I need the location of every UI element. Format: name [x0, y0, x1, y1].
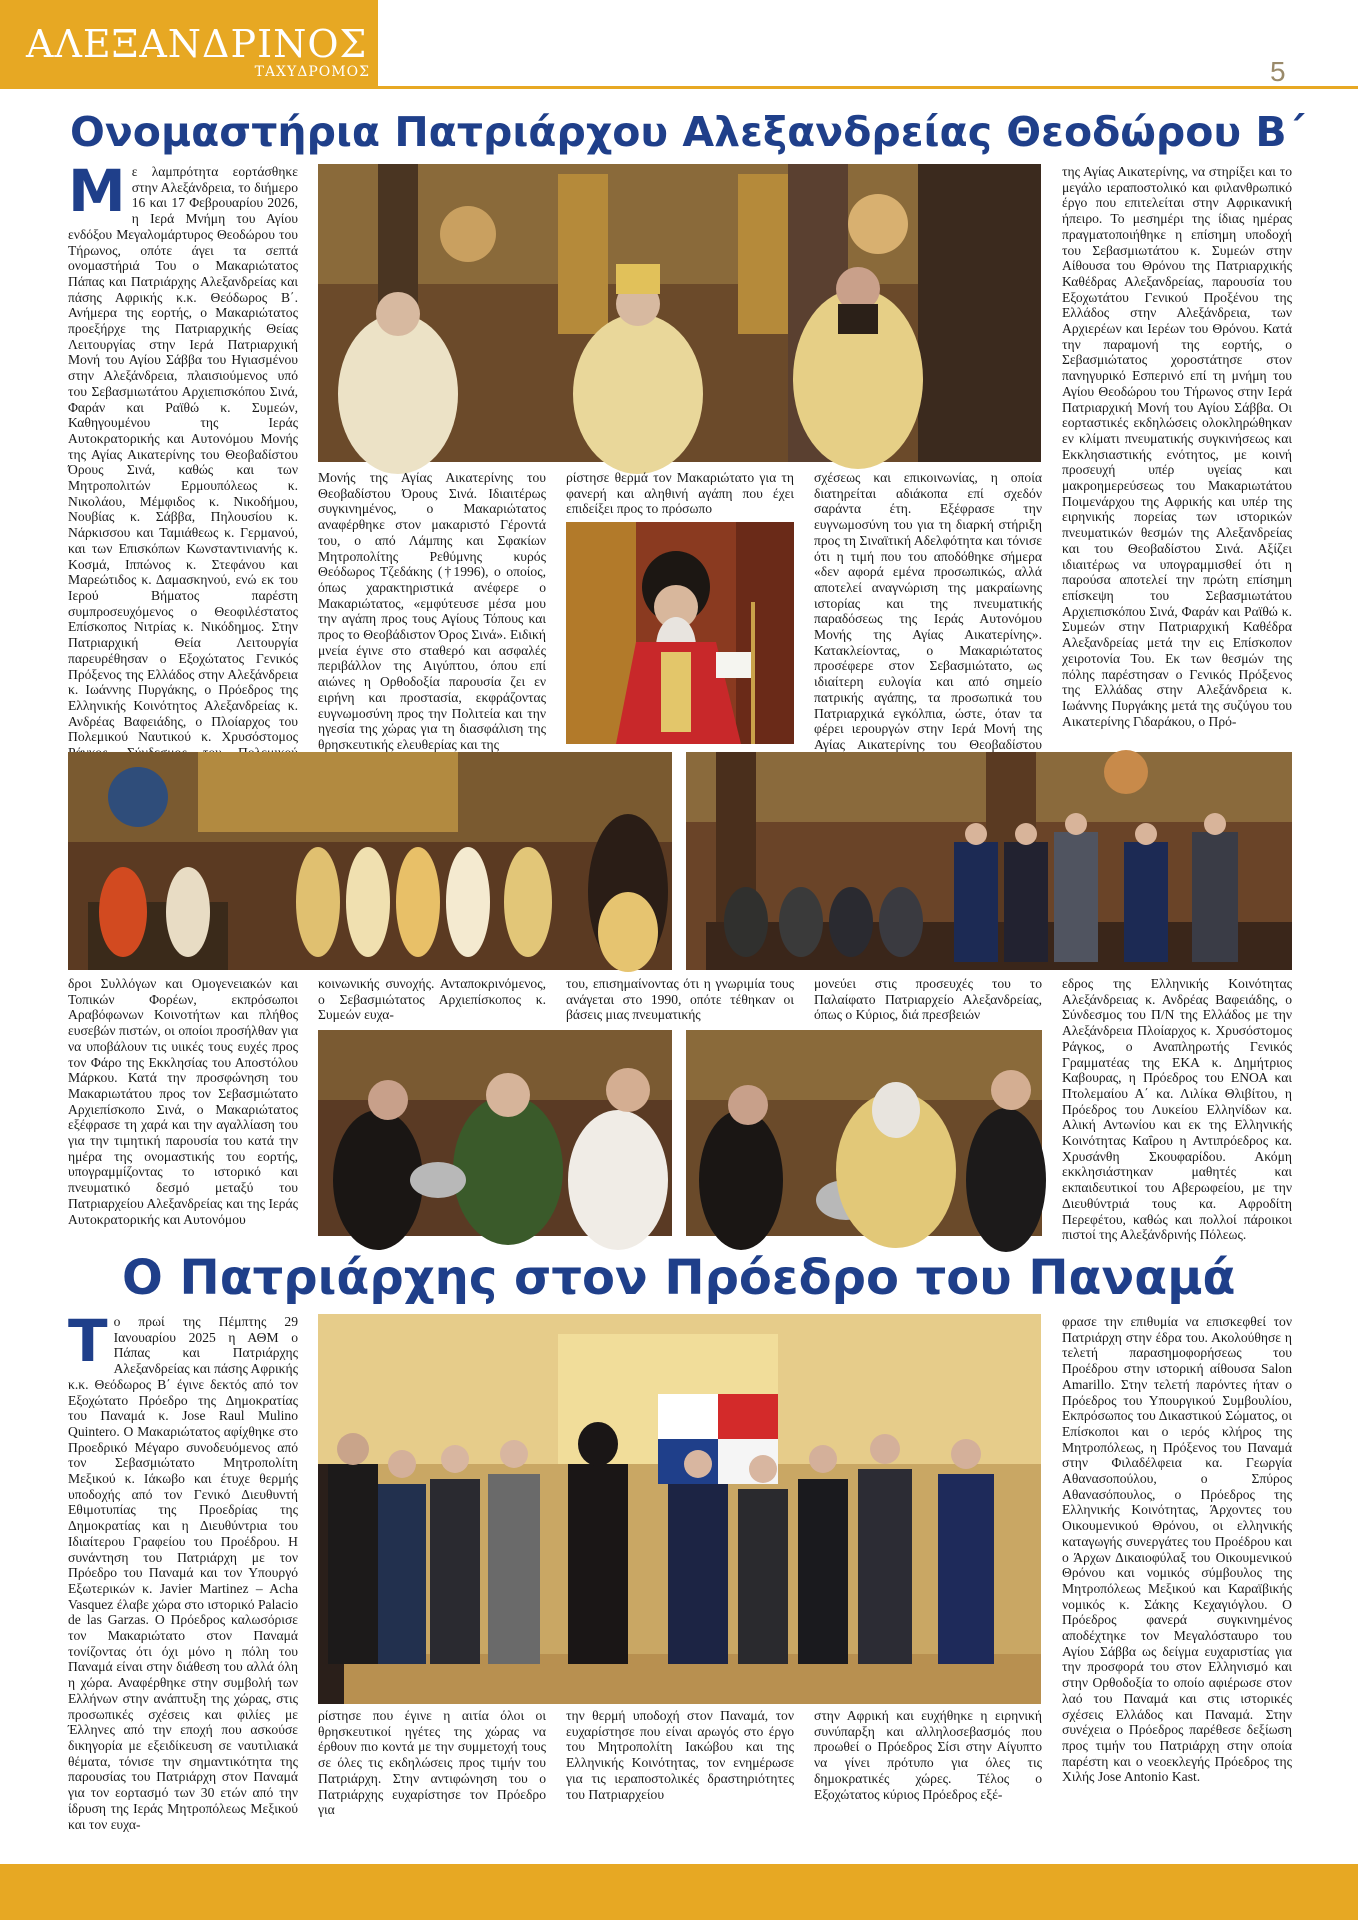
article2-text-3: την θερμή υποδοχή στον Παναμά, τον ευχαρίστησε που είναι αρωγός στο έργο του Μητροπολίτη Ιακώβου και της Ελληνικής Κοινότητας, τον ενημέρωσε για τις ιεραποστολικές δραστηριότητες του Πατριαρχείου	[566, 1708, 794, 1802]
article1-text-5: της Αγίας Αικατερίνης, να στηρίξει και το μεγάλο ιεραποστολικό και φιλανθρωπικό έργο που επιτελείται στην Αφρικανική ήπειρο. Το μεσημέρι της ίδιας ημέρας πραγματοποιήθηκε η επίσημη υποδοχή του Σεβασμιωτάτου κ. Συμεών στην Αίθουσα του Θρόνου της Πατριαρχικής Καθέδρας Αλεξανδρείας, παρουσία του Εξοχωτάτου Γενικού Προξένου της Ελλάδος στην Αλεξάνδρεια, των Αρχιερέων και Ιερέων του Θρόνου. Κατά την παραμονή της εορτής, ο Σεβασμιώτατος χοροστάτησε στον πανηγυρικό Εσπερινό επί τη μνήμη του Αγίου Θεοδώρου του Τήρωνος στην Ιερά Πατριαρχική Μονή του Αγίου Σάββα. Οι εορταστικές εκδηλώσεις ολοκληρώθηκαν εν κλίματι πνευματικής συγκινήσεως και Εκκλησιαστικής ενότητος, με κοινή προσευχή υπέρ υγείας και μακροημερεύσεως του Μακαριωτάτου Ποιμενάρχου της Αφρικής και υπέρ της ειρηνικής πορείας των ιστορικών πνευματικών θεσμών της Αλεξανδρείας και του Θεοβαδίστου Σινά. Αξίζει ιδιαιτέρως να υπογραμμισθεί ότι η παρούσα αποτελεί την πρώτη επίσημη επίσκεψη του Σεβασμιωτάτου Αρχιεπισκόπου Σινά, Φαράν και Ραϊθώ κ. Συμεών στην Πατριαρχική Καθέδρα Αλεξανδρείας μετά την εις Επίσκοπον χειροτονία Του. Εκ των θεσμών της πόλης παρέστησαν ο Γενικός Πρόξενος της Ελλάδας στην Αλεξάνδρεια κ. Ιωάννης Πυργάκης μετά της συζύγου του Αικατερίνης Γιδαράκου, ο Πρό-	[1062, 164, 1292, 729]
photo-liturgy-throne	[318, 164, 1041, 462]
article2-text-4: στην Αφρική και ευχήθηκε η ειρηνική συνύπαρξη και αλληλοσεβασμός που προωθεί ο Πρόεδρος Σίσι στην Αίγυπτο να γίνει πρότυπο για όλες τις δημοκρατικές χώρες. Τέλος ο Εξοχώτατος κύριος Πρόεδρος εξέ-	[814, 1708, 1042, 1802]
article1-column-10	[1062, 976, 1292, 1243]
article1-text-2: Μονής της Αγίας Αικατερίνης του Θεοβαδίστου Όρους Σινά. Ιδιαιτέρως συγκινημένος, ο Μακαριώτατος αναφέρθηκε στον μακαριστό Γέροντά του, ο από Λάμπης και Σφακίων Μητροπολίτης Ρεθύμνης κυρός Θεόδωρος Τζεδάκης (†1996), ο οποίος, όπως χαρακτηριστικά ανέφερε ο Μακαριώτατος, «εμφύτευσε μέσα μου την αγάπη προς τους Αγίους Τόπους και προς το Θεοβάδιστον Όρος Σινά». Ειδική μνεία έγινε στο σταθερό και ασφαλές περιβάλλον της Αιγύπτου, όπου επί αιώνες η Ορθοδοξία παρουσία ζει εν ειρήνη και προστασία, εκφράζοντας ευγνωμοσύνη προς την Πολιτεία και την ηγεσία της χώρας για τη διασφάλιση της θρησκευτικής ελευθερίας και της	[318, 470, 546, 752]
photo-dignitaries-group	[686, 752, 1292, 970]
photo-holy-water-2	[686, 1030, 1042, 1236]
article1-text-10: εδρος της Ελληνικής Κοινότητας Αλεξάνδρειας κ. Ανδρέας Βαφειάδης, ο Σύνδεσμος του Π/Ν της Ελλάδος με την Αλεξάνδρεια Πλοίαρχος κ. Χρυσόστομος Ράγκος, ο Αναπληρωτής Γενικός Γραμματέας της ΕΚΑ κ. Δημήτριος Καβουρας, η Πρόεδρος του ΕΝΟΑ και Πτολεμαίου Α΄ κα. Λιλίκα Θλιβίτου, η Πρόεδρος του Λυκείου Ελληνίδων κα. Αλική Αντωνίου και εκ της Ελληνικής Κοινότητας Καΐρου η Αντιπρόεδρος κα. Χρυσάνθη Σκουφαρίδου. Ακόμη εκκλησιάστηκαν μαθητές και εκπαιδευτικοί του Αβερωφείου, με την Διευθύντριά τους κα. Αφροδίτη Περεφέτου, καθώς και πολλοί πάροικοι πιστοί της Αλεξάνδρινής Πόλεως.	[1062, 976, 1292, 1243]
article2-column-4	[814, 1708, 1042, 1854]
article2-column-3	[566, 1708, 794, 1854]
article2-text-5: φρασε την επιθυμία να επισκεφθεί τον Πατριάρχη στην έδρα του. Ακολούθησε η τελετή παρασημοφορήσεως του Προέδρου στην ιστορική αίθουσα Salon Amarillo. Στην τελετή παρόντες ήταν ο Πρόεδρος του Υπουργικού Συμβουλίου, Εκπρόσωπος του Δικαστικού Σώματος, οι Επίσκοποι και ο ιερός κλήρος της Μητροπόλεως, η Πρόξενος του Παναμά στην Φιλαδέλφεια κα. Γεωργία Αθανασοπούλου, ο Σπύρος Αθανασόπουλος, ο Πρόεδρος της Ελληνικής Κοινότητας, Άρχοντες του Οικουμενικού Θρόνου, οι ελληνικής καταγωγής συνεργάτες του Προέδρου και ο Άρχων Δικαιοφύλαξ του Οικουμενικού Θρόνου και νομικός σύμβουλος της Μητροπόλεως Μεξικού και Καραϊβικής νομικός κ. Σάκης Κεχαγιόγλου. Ο Πρόεδρος φανερά συγκινημένος αποδέχτηκε τον Μεγαλόσταυρο του Αγίου Σάββα ως δείγμα ευχαριστίας για την προσφορά του στον Ελληνισμό και στην Ορθοδοξία το οποίο αφιέρωσε στον λαό του Παναμά και στις ιστορικές σχέσεις Ελλάδος και Παναμά. Στην συνέχεια ο Πρόεδρος παρέθεσε δεξίωση προς τιμήν του Πατριάρχη στην οποία παρέστη και ο νεοεκλεγής Πρόεδρος της Χιλής Jose Antonio Kast.	[1062, 1314, 1292, 1785]
article1-headline: Ονομαστήρια Πατριάρχου Αλεξανδρείας Θεοδώρου Β΄	[70, 108, 1305, 156]
article1-text-8: του, επισημαίνοντας ότι η γνωριμία τους ανάγεται στο 1990, οπότε τέθηκαν οι βάσεις μιας πνευματικής	[566, 976, 794, 1023]
article2-column-1	[68, 1307, 298, 1854]
article1-column-4	[814, 470, 1042, 752]
article1-column-2	[318, 470, 546, 752]
masthead-logo	[0, 0, 378, 88]
article1-column-7	[318, 976, 546, 1024]
article2-dropcap: Τ	[68, 1307, 108, 1375]
article1-text-1: ε λαμπρότητα εορτάσθηκε στην Αλεξάνδρεια, το διήμερο 16 και 17 Φεβρουαρίου 2026, η Ιερά Μνήμη του Αγίου ενδόξου Μεγαλομάρτυρος Θεοδώρου του Τήρωνος, οπότε άγει τα σεπτά ονομαστήριά Του ο Μακαριώτατος Πάπας και Πατριάρχης Αλεξανδρείας και πάσης Αφρικής κ.κ. Θεόδωρος Β΄. Ανήμερα της εορτής, ο Μακαριώτατος προεξήρχε της Πατριαρχικής Θείας Λειτουργίας στην Ιερά Πατριαρχική Μονή του Αγίου Σάββα του Ηγιασμένου στην Αλεξάνδρεια, πλαισιούμενος υπό του Σεβασμιωτάτου Αρχιεπισκόπου Σινά, Φαράν και Ραϊθώ κ. Συμεών, Καθηγουμένου της Ιεράς Αυτοκρατορικής και Αυτονόμου Μονής της Αγίας Αικατερίνης του Θεοβαδίστου Όρους Σινά, καθώς και των Μητροπολιτών Ερμουπόλεως κ. Νικολάου, Μέμφιδος κ. Νικοδήμου, Νουβίας κ. Σάββα, Πηλουσίου κ. Νάρκισσου και Ταμιάθεως κ. Γερμανού, και των Επισκόπων Κωνσταντινιανής κ. Κοσμά, Ιππώνος κ. Στεφάνου και Μαρεώτιδος κ. Δαμασκηνού, ενώ εκ του Ιερού Βήματος παρέστη συμπροσευχόμενος ο Θεοφιλέστατος Επίσκοπος Νιτρίας κ. Νικόδημος. Στην Πατριαρχική Θεία Λειτουργία παρευρέθησαν ο Εξοχώτατος Γενικός Πρόξενος της Ελλάδος στην Αλεξάνδρεια κ. Ιωάννης Πυργάκης, ο Πρόεδρος της Ελληνικής Κοινότητος Αλεξανδρείας κ. Ανδρέας Βαφειάδης, ο Πλοίαρχος του Πολεμικού Ναυτικού κ. Χρυσόστομος	[68, 164, 298, 745]
article2-column-2	[318, 1708, 546, 1854]
article1-dropcap: Μ	[68, 157, 126, 225]
article2-column-5	[1062, 1314, 1292, 1854]
article1-text-7: κοινωνικής συνοχής. Ανταποκρινόμενος, ο Σεβασμιώτατος Αρχιεπίσκοπος κ. Συμεών ευχα-	[318, 976, 546, 1023]
article2-headline: Ο Πατριάρχης στον Πρόεδρο του Παναμά	[122, 1250, 1236, 1306]
newspaper-subtitle: ΤΑΧΥΔΡΟΜΟΣ	[254, 64, 370, 80]
newspaper-name: ΑΛΕΞΑΝΔΡΙΝΟΣ	[26, 22, 368, 66]
article1-column-5	[1062, 164, 1292, 744]
photo-clergy-altar	[68, 752, 672, 970]
article1-text-9: μονεύει στις προσευχές του το Παλαίφατο Πατριαρχείο Αλεξανδρείας, όπως ο Κύριος, διά πρεσβειών	[814, 976, 1042, 1023]
photo-panama-president-group	[318, 1314, 1041, 1704]
photo-holy-water-1	[318, 1030, 672, 1236]
article2-text-1: ο πρωί της Πέμπτης 29 Ιανουαρίου 2025 η ΑΘΜ ο Πάπας και Πατριάρχης Αλεξανδρείας και πάσης Αφρικής κ.κ. Θεόδωρος Β΄ έγινε δεκτός από τον Εξοχώτατο Πρόεδρο της Δημοκρατίας του Παναμά κ. Jose Raul Mulino Quintero. Ο Μακαριώτατος αφίχθηκε στο Προεδρικό Μέγαρο συνοδευόμενος από τον Σεβασμιώτατο Μητροπολίτη Μεξικού κ. Ιάκωβο και έτυχε θερμής υποδοχής από τον Γενικό Διευθυντή Εθιμοτυπίας της Προεδρίας της Δημοκρατίας και η Διευθύντρια του Ιδιαίτερου Γραφείου του Προέδρου. Η συνάντηση του Πατριάρχη με τον Πρόεδρο του Παναμά και τον Υπουργό Εξωτερικών κ. Javier Martinez – Acha Vasquez έλαβε χώρα στο ιστορικό Palacio de las Garzas. Ο Πρόεδρος καλωσόρισε τον Μακαριώτατο στον Παναμά τονίζοντας ότι όχι μόνο η πόλη του Παναμά είναι στην διάθεση του αλλά όλη η χώρα. Αναφέρθηκε στην συμβολή των Ελλήνων στην ανάπτυξη της χώρας, στις προσωπικές σχέσεις και φιλίες με Έλληνες από την εποχή που ασκούσε δικηγορία με εξειδίκευση σε ναυτιλιακά θέματα, τόνισε την σημαντικότητα της παρουσίας του Πατριάρχη στον Παναμά για τον εορτασμό των 30 ετών από την ίδρυση της Ιεράς Μητροπόλεως Μεξικού και τον ευχα-	[68, 1314, 298, 1832]
article1-column-9	[814, 976, 1042, 1024]
photo-archbishop-portrait	[566, 522, 794, 744]
page-number: 5	[1270, 56, 1286, 87]
header-rule	[0, 86, 1358, 89]
article1-column-1	[68, 157, 298, 745]
article2-text-2: ρίστησε που έγινε η αιτία όλοι οι θρησκευτικοί ηγέτες της χώρας να έρθουν πιο κοντά με την συμμετοχή τους σε όλες τις εκδηλώσεις προς τιμήν του Πατριάρχη. Στην αντιφώνηση του ο Πατριάρχης ευχαρίστησε τον Πρόεδρο για	[318, 1708, 546, 1818]
article1-text-6: δροι Συλλόγων και Ομογενειακών και Τοπικών Φορέων, εκπρόσωποι Αραβόφωνων Κοινοτήτων και πλήθος ευσεβών πιστών, οι οποίοι προσήλθαν για να υποβάλουν τις υιικές τους ευχές προς τον Φάρο της Εκκλησίας του Αποστόλου Μάρκου. Κατά την προσφώνηση του Μακαριωτάτου προς τον Σεβασμιώτατο Αρχιεπίσκοπο Σινά, ο Μακαριώτατος εξέφρασε τη χαρά και την αγαλλίαση του για την τιμητική παρουσία του κατά την ημέρα της ονομαστικής του εορτής, υπογραμμίζοντας το ιστορικό και πνευματικό δεσμό μεταξύ του Πατριαρχείου Αλεξανδρείας και της Ιεράς Αυτοκρατορικής και Αυτονόμου	[68, 976, 298, 1227]
article1-text-3: ρίστησε θερμά τον Μακαριώτατο για τη φανερή και αληθινή αγάπη που έχει επιδείξει προς το πρόσωπο	[566, 470, 794, 517]
article1-column-3	[566, 470, 794, 516]
article1-column-6	[68, 976, 298, 1236]
article1-text-4: σχέσεως και επικοινωνίας, η οποία διατηρείται αδιάκοπα επί σχεδόν σαράντα έτη. Εξέφρασε την ευγνωμοσύνη του για τη διαρκή στήριξη προς τη Σιναϊτική Αδελφότητα και τόνισε ότι η τιμή που του αποδόθηκε σήμερα «δεν αφορά εμένα προσωπικώς, αλλά αποτελεί αναγνώριση της μακραίωνης ιστορίας και της πνευματικής παραδόσεως της Ιεράς Αυτονόμου Μονής της Αγίας Αικατερίνης». Κατακλείοντας, ο Μακαριώτατος προσέφερε στον Σεβασμιώτατο, ως ιδιαίτερη ευλογία και από σημείο πατρικής αγάπης, τα προσωπικά του Πατριαρχικά εγκόλπια, ώστε, όταν τα φέρει ιερουργών στην Ιερά Μονή της Αγίας Αικατερίνης του Θεοβαδίστου	[814, 470, 1042, 752]
article1-column-8	[566, 976, 794, 1024]
footer-bar	[0, 1864, 1358, 1920]
